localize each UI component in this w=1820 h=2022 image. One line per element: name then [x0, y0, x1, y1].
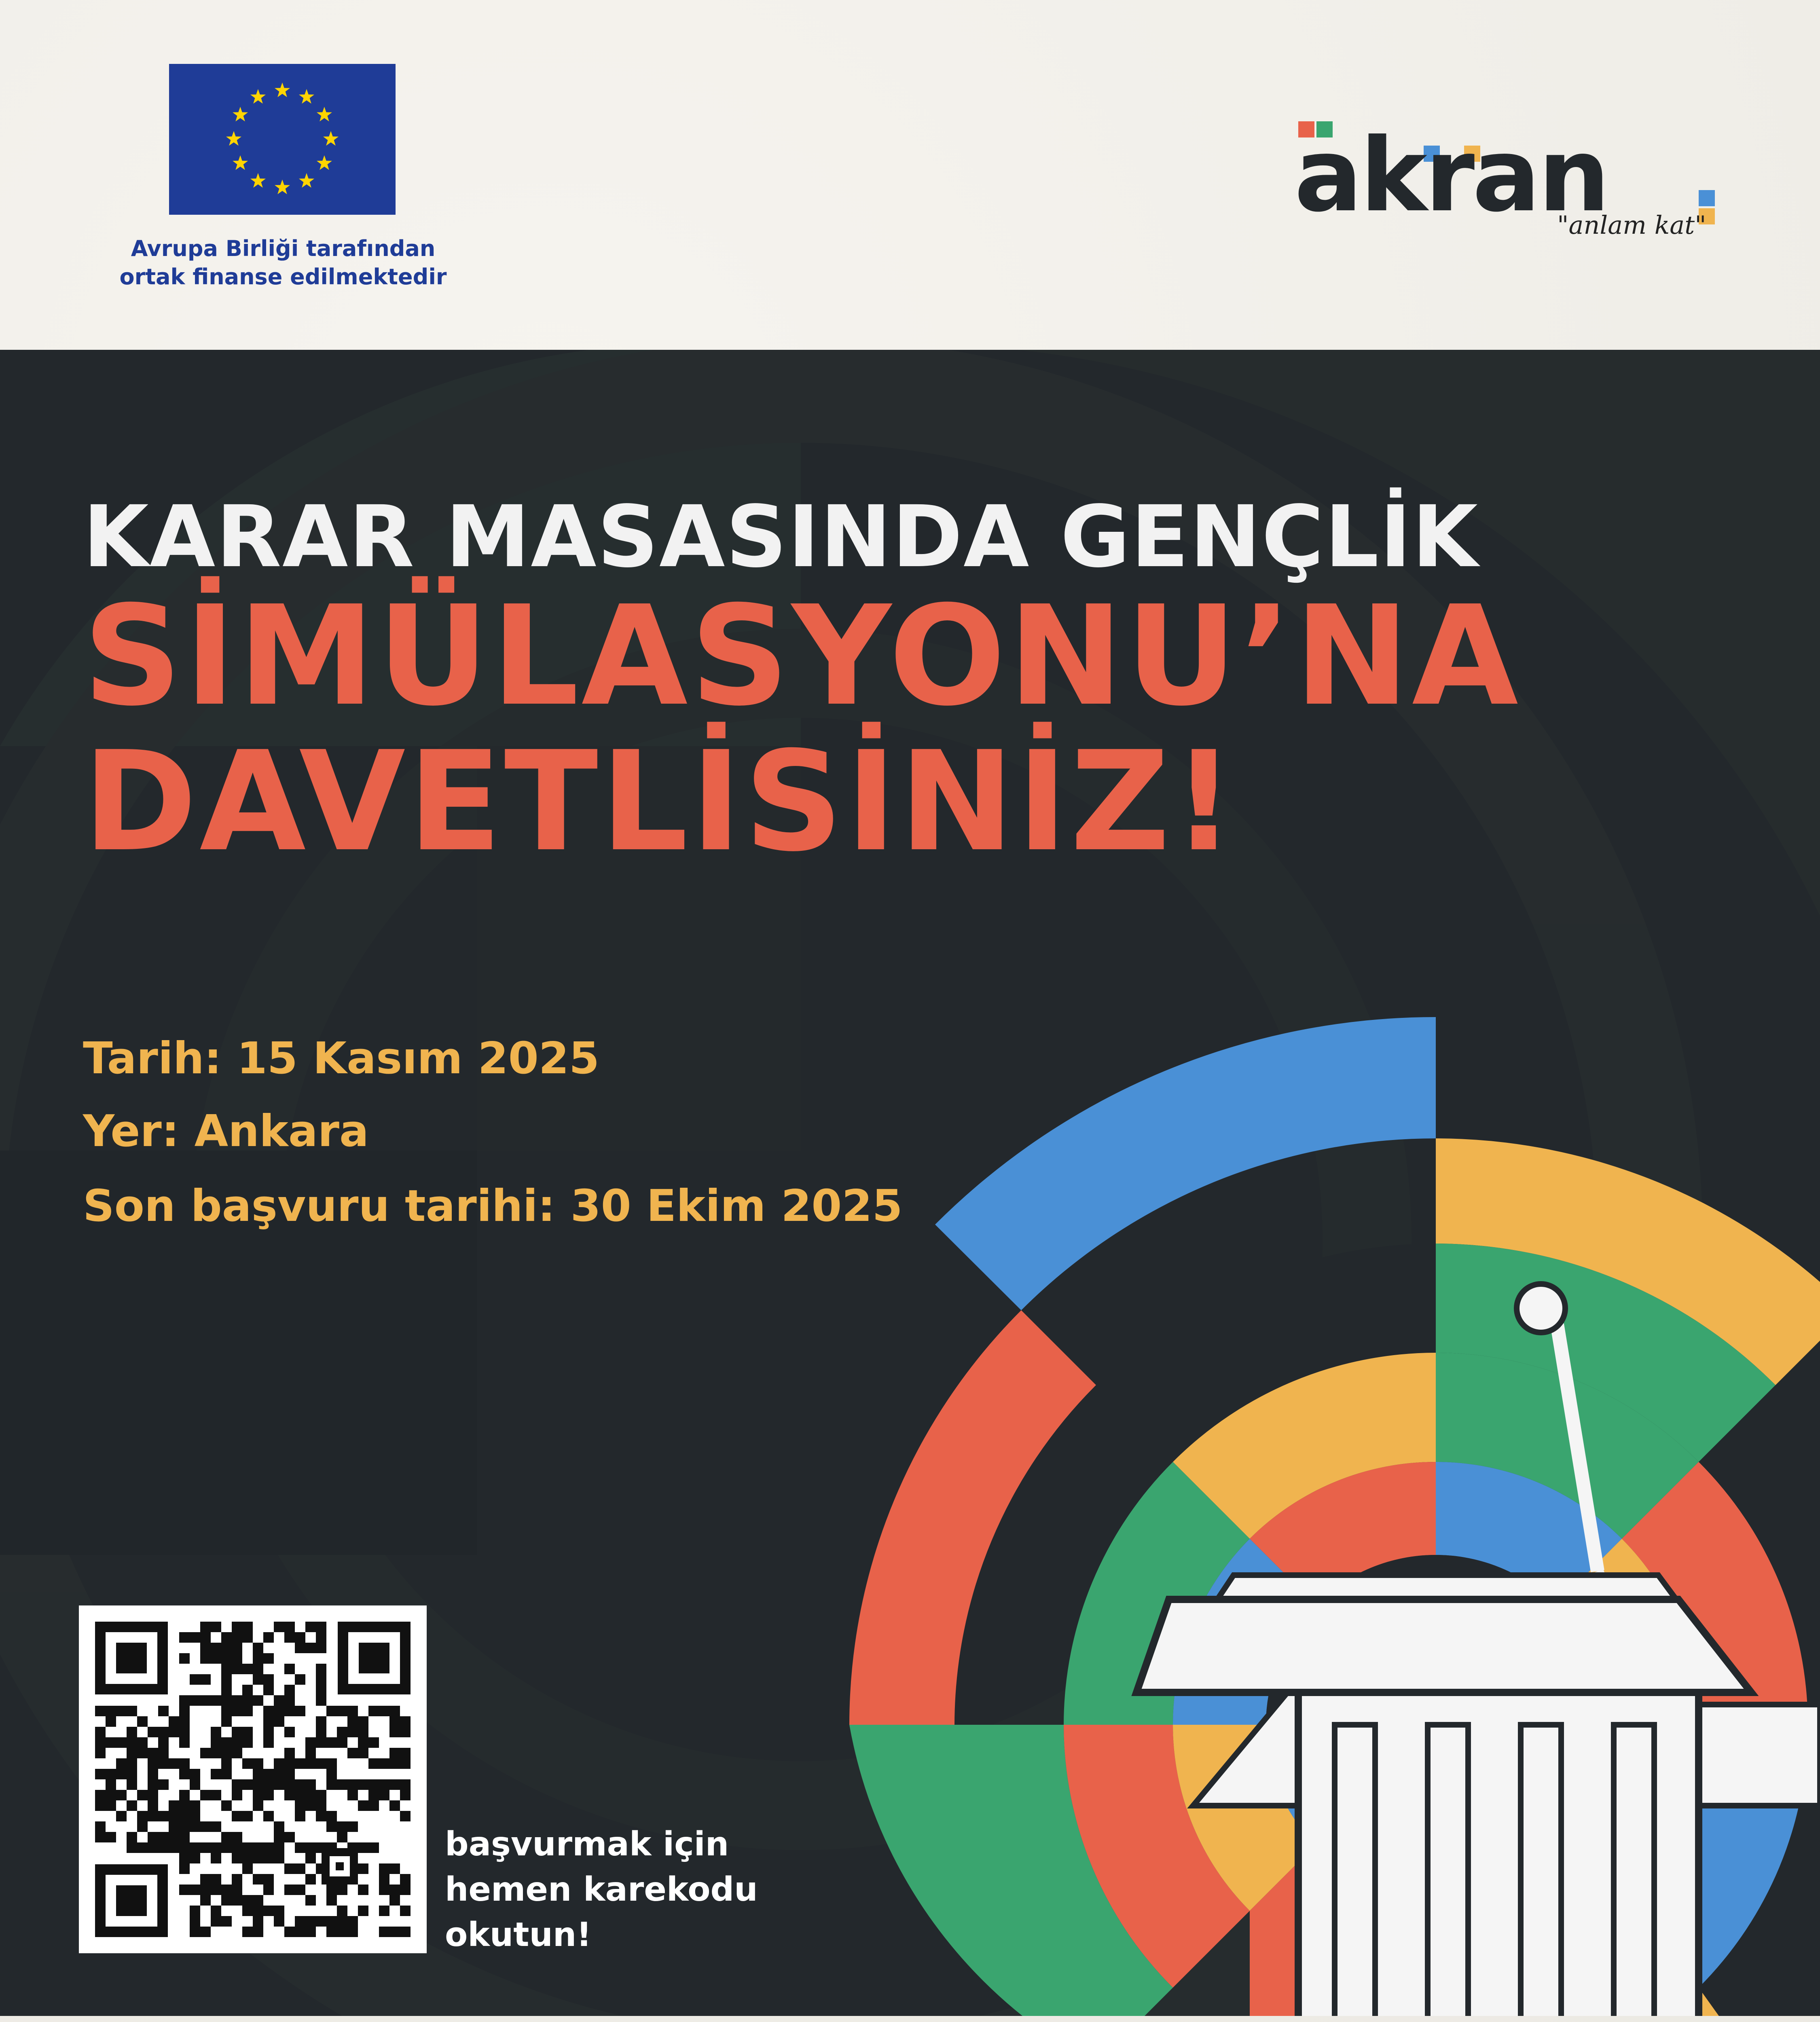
application-deadline: Son başvuru tarihi: 30 Ekim 2025	[83, 1181, 903, 1231]
qr-instruction	[445, 1822, 809, 1958]
eu-flag-icon	[169, 64, 396, 215]
eu-funding-line2: ortak finanse edilmektedir	[119, 264, 447, 290]
akran-wordmark: akran	[1294, 121, 1608, 234]
main-banner	[0, 350, 1820, 2016]
qr-caption-line1: başvurmak için	[445, 1825, 729, 1863]
event-date: Tarih: 15 Kasım 2025	[83, 1033, 600, 1084]
qr-caption-line2: hemen karekodu	[445, 1870, 758, 1909]
event-place: Yer: Ankara	[83, 1106, 369, 1157]
headline-line3: DAVETLİSİNİZ!	[83, 722, 1238, 882]
headline-line1: KARAR MASASINDA GENÇLİK	[83, 487, 1479, 586]
qr-caption-line3: okutun!	[445, 1916, 592, 1954]
headline-line2: SİMÜLASYONU’NA	[83, 576, 1521, 736]
eu-funding-line1: Avrupa Birliği tarafından	[131, 236, 436, 261]
akran-logo	[1294, 121, 1739, 267]
eu-funding-statement	[81, 235, 485, 291]
application-qr-code[interactable]	[79, 1605, 427, 1953]
qr-code-icon	[95, 1622, 411, 1937]
akran-tagline: "anlam kat"	[1557, 210, 1706, 240]
parliament-arcs-illustration	[829, 1017, 1820, 2016]
